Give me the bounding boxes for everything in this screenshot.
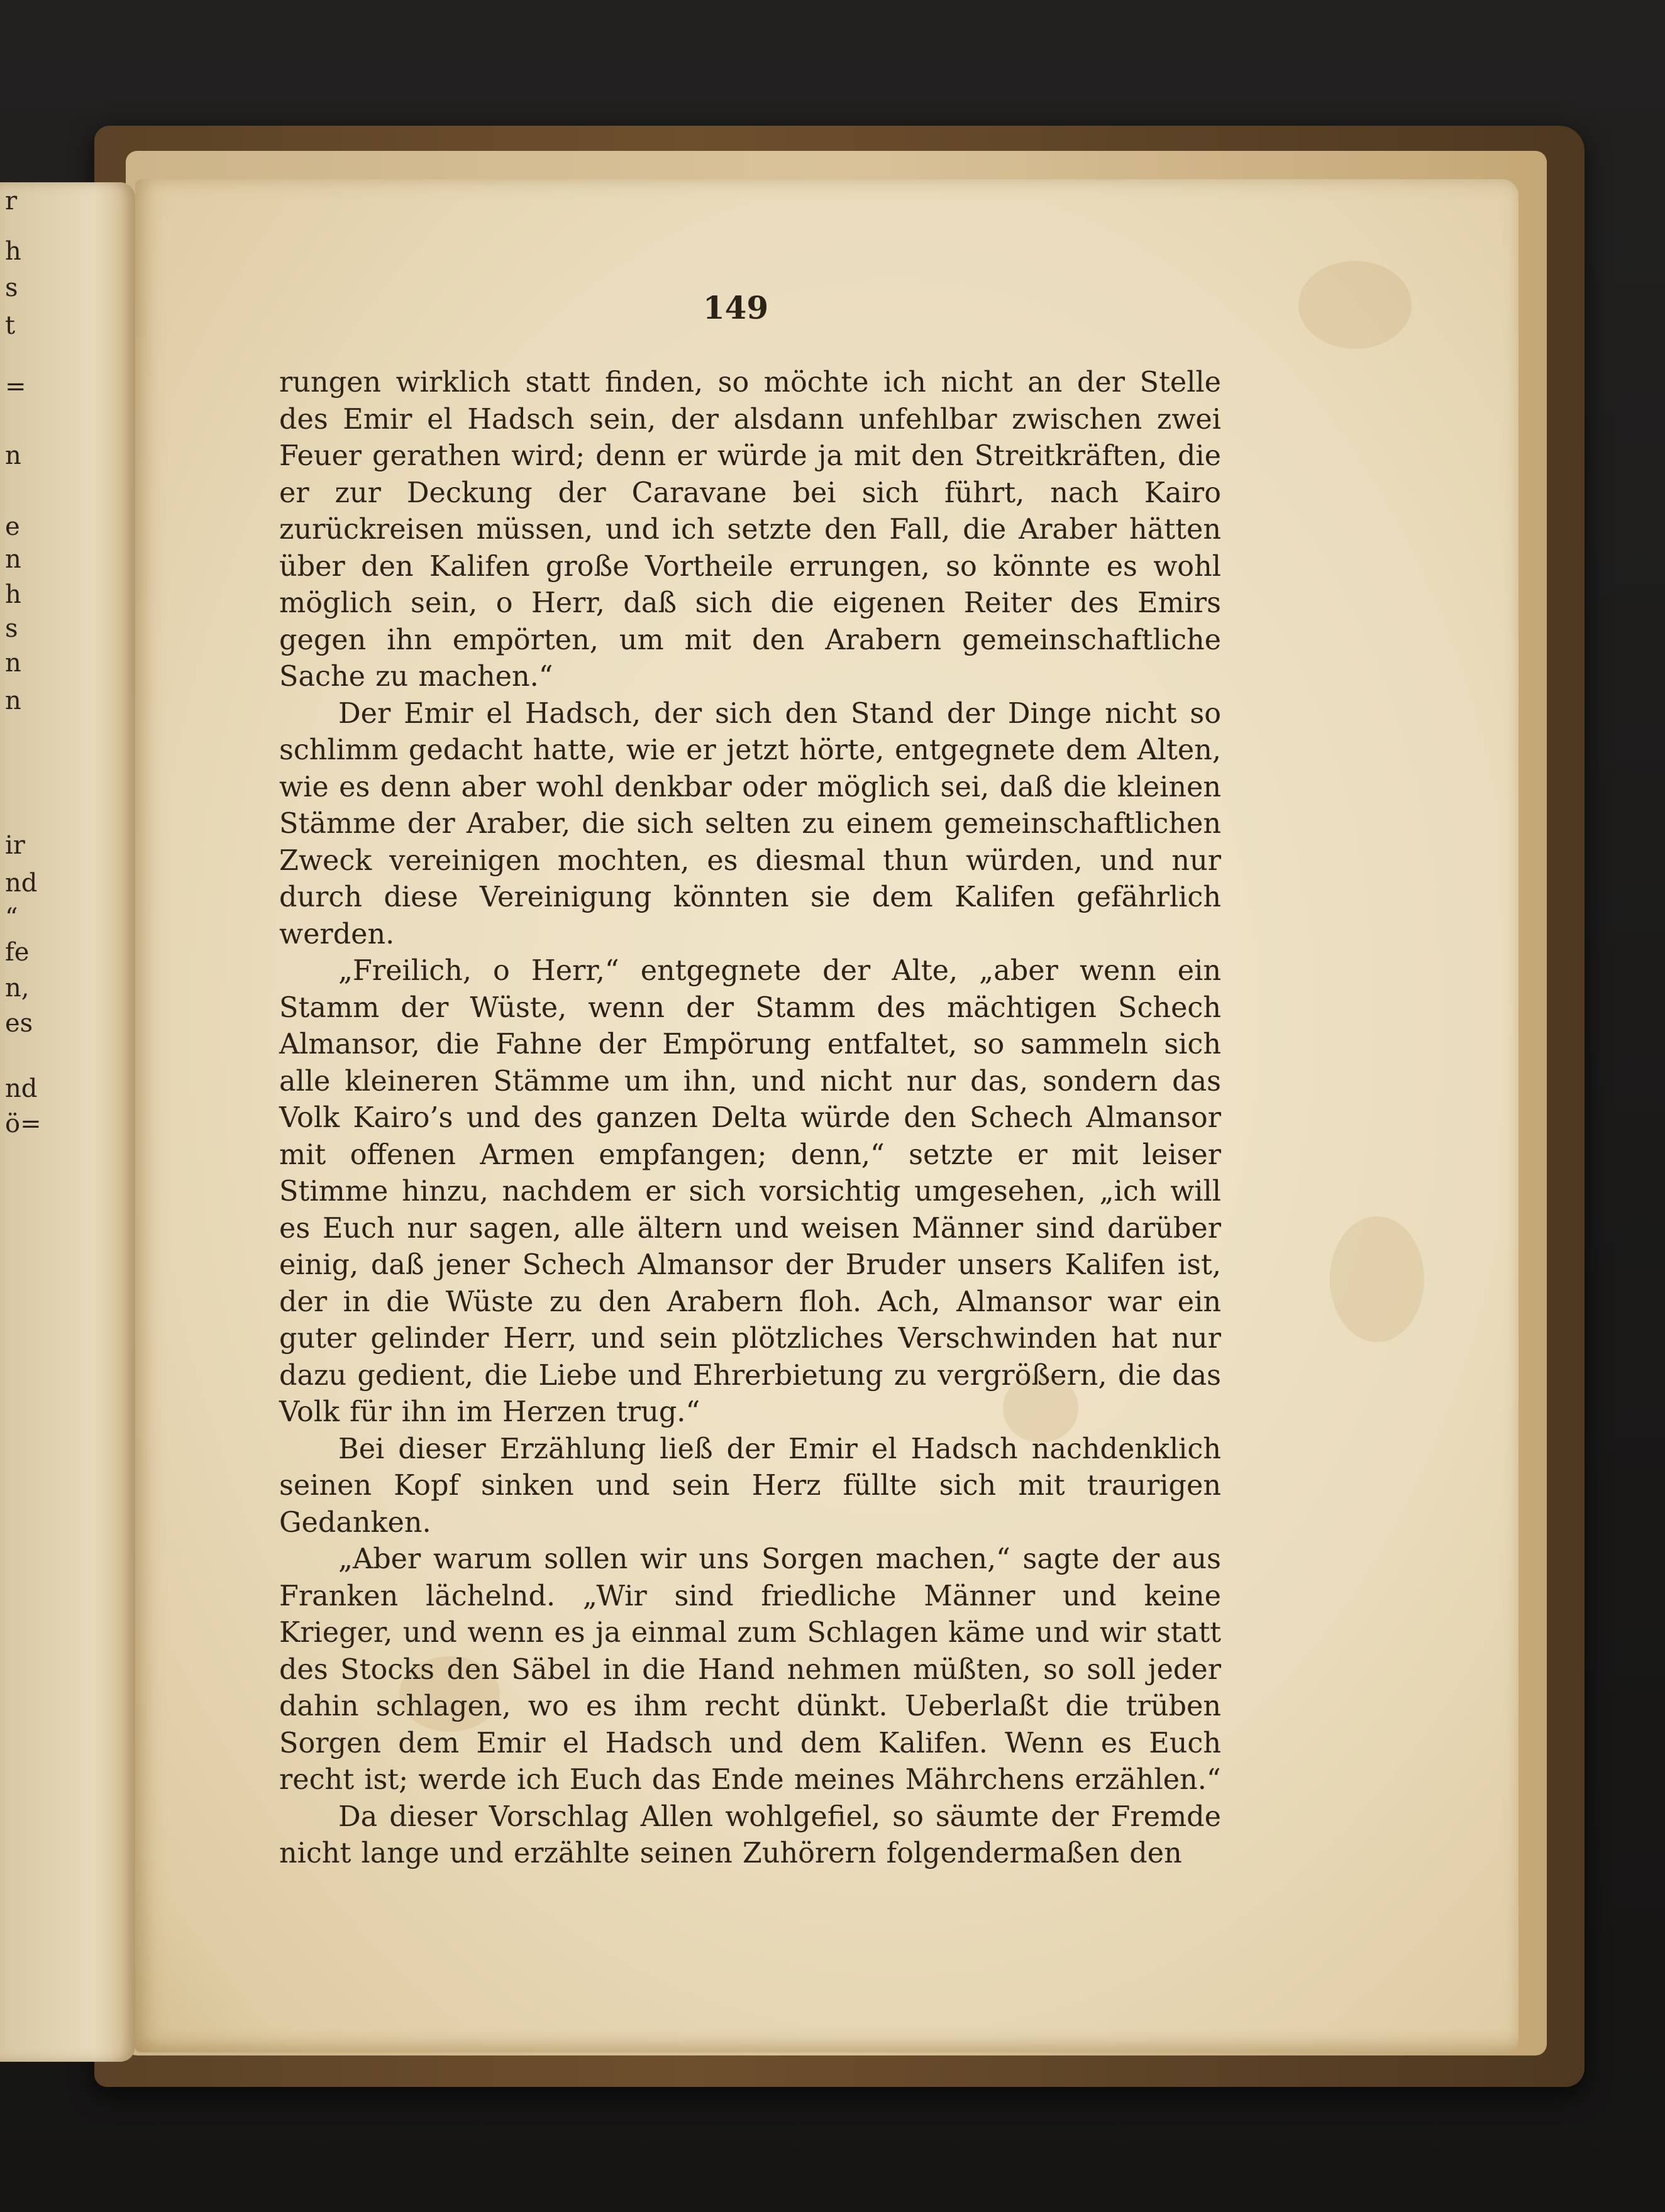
paragraph: Der Emir el Hadsch, der sich den Stand der Dinge nicht so schlimm gedacht hatte, wie er jetzt hörte, entgegnete dem Alten, wie es denn aber wohl denkbar oder möglich sei, daß die kleinen Stämme der Araber, die sich selten zu einem gemeinschaftlichen Zweck vereinigen mochten, es diesmal thun würden, und nur durch diese Vereinigung könnten sie dem Kalifen gefährlich werden.: [279, 697, 1221, 950]
paragraph: „Freilich, o Herr,“ entgegnete der Alte, „aber wenn ein Stamm der Wüste, wenn der Stamm des mächtigen Schech Almansor, die Fahne der Empörung entfaltet, so sammeln sich alle kleineren Stämme um ihn, und nicht nur das, sondern das Volk Kairo’s und des ganzen Delta würde den Schech Almansor mit offenen Armen empfangen; denn,“ setzte er mit leiser Stimme hinzu, nachdem er sich vorsichtig umgesehen, „ich will es Euch nur sagen, alle ältern und weisen Männer sind darüber einig, daß jener Schech Almansor der Bruder unsers Kalifen ist, der in die Wüste zu den Arabern floh. Ach, Almansor war ein guter gelinder Herr, und sein plötzliches Verschwinden hat nur dazu gedient, die Liebe und Ehrerbietung zu vergrößern, die das Volk für ihn im Herzen trug.“: [279, 955, 1221, 1428]
paragraph: „Aber warum sollen wir uns Sorgen machen,“ sagte der aus Franken lächelnd. „Wir sind friedliche Männer und keine Krieger, und wenn es ja einmal zum Schlagen käme und wir statt des Stocks den Säbel in die Hand nehmen müßten, so soll jeder dahin schlagen, wo es ihm recht dünkt. Ueberlaßt die trüben Sorgen dem Emir el Hadsch und dem Kalifen. Wenn es Euch recht ist; werde ich Euch das Ende meines Mährchens erzählen.“: [279, 1543, 1221, 1796]
left-page: [0, 182, 135, 2062]
left-page-fragment: e: [5, 512, 20, 541]
page-number: 149: [702, 289, 769, 326]
left-page-fragment: fe: [5, 938, 30, 967]
left-page-fragment: n: [5, 649, 21, 678]
paper-stain: [1298, 261, 1412, 349]
left-page-fragment: =: [5, 372, 26, 401]
left-page-fragment: n,: [5, 974, 30, 1003]
left-page-fragment: h: [5, 237, 21, 266]
left-page-fragment: ö=: [5, 1109, 41, 1138]
left-page-fragment: nd: [5, 1074, 38, 1103]
left-page-fragment: s: [5, 614, 18, 643]
left-page-fragment: n: [5, 441, 21, 470]
left-page-fragment: ir: [5, 831, 25, 860]
left-page-fragment: t: [5, 311, 16, 340]
left-page-fragment: h: [5, 580, 21, 609]
left-page-fragment: n: [5, 545, 21, 574]
left-page-fragment: “: [5, 903, 18, 932]
paragraph: rungen wirklich statt finden, so möchte ich nicht an der Stelle des Emir el Hadsch sein, der alsdann unfehlbar zwischen zwei Feuer gerathen wird; denn er würde ja mit den Streitkräften, die er zur Deckung der Caravane bei sich führt, nach Kairo zurückreisen müssen, und ich setzte den Fall, die Araber hätten über den Kalifen große Vortheile errungen, so könnte es wohl möglich sein, o Herr, daß sich die eigenen Reiter des Emirs gegen ihn empörten, um mit den Arabern gemeinschaftliche Sache zu machen.“: [279, 366, 1221, 693]
page-text: [279, 365, 1221, 1873]
left-page-fragment: r: [5, 187, 18, 216]
left-page-fragment: n: [5, 686, 21, 715]
paragraph: Bei dieser Erzählung ließ der Emir el Hadsch nachdenklich seinen Kopf sinken und sein Herz füllte sich mit traurigen Gedanken.: [279, 1433, 1221, 1539]
paper-stain: [1330, 1216, 1424, 1342]
paragraph: Da dieser Vorschlag Allen wohlgefiel, so säumte der Fremde nicht lange und erzählte seinen Zuhörern folgendermaßen den: [279, 1800, 1221, 1869]
left-page-fragment: nd: [5, 869, 38, 898]
left-page-fragment: s: [5, 273, 18, 302]
left-page-fragment: es: [5, 1009, 33, 1038]
